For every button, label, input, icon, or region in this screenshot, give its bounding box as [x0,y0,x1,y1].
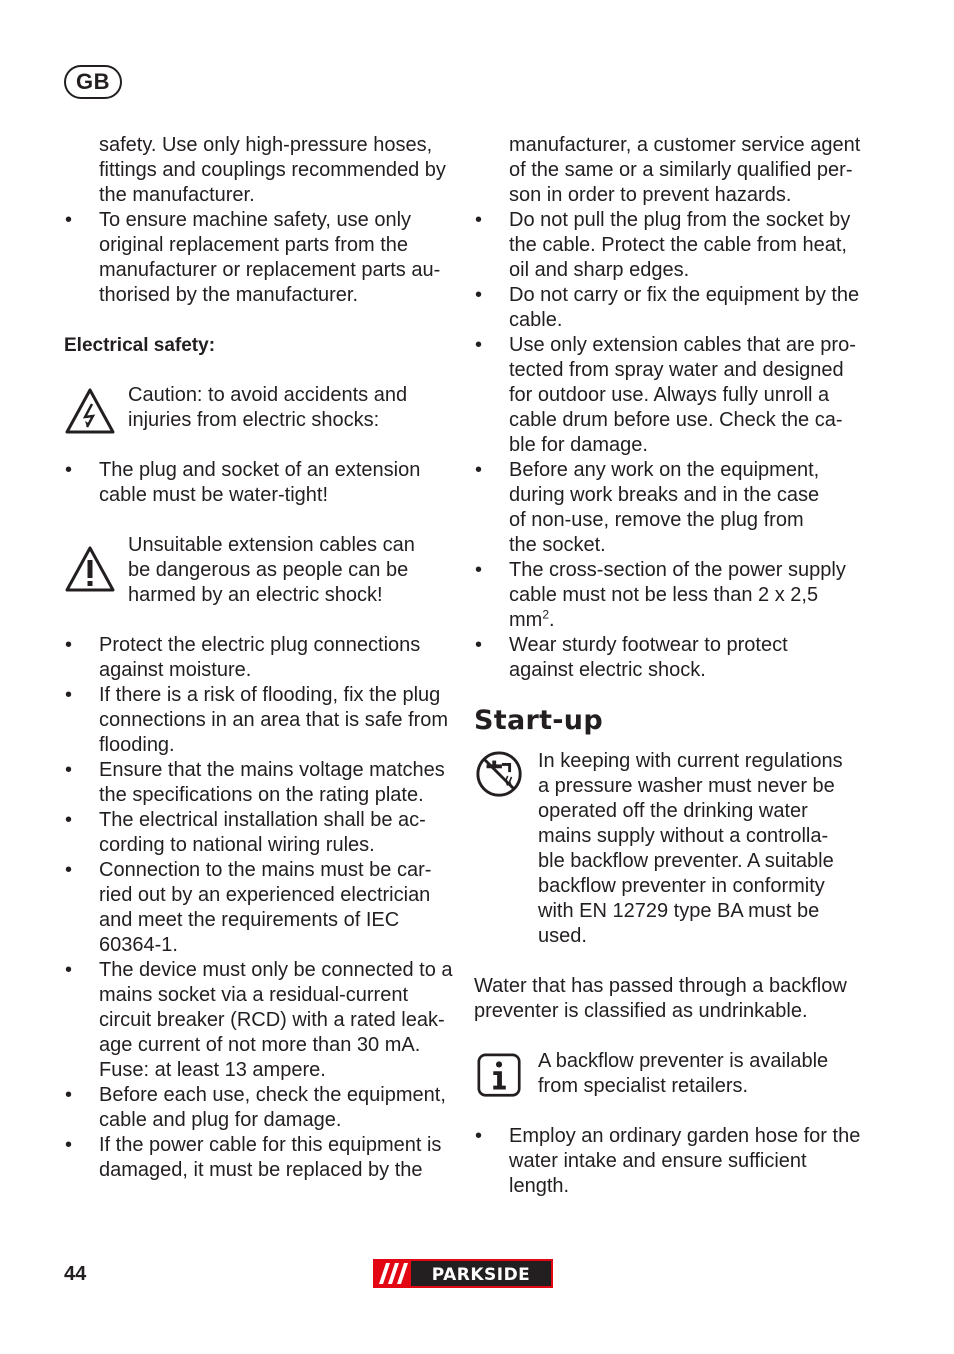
list-item [474,1124,864,1199]
bullet-dot: • [65,1134,73,1156]
bullet-dot: • [475,334,483,356]
bullet-list-replacement [64,208,454,308]
bullet-list-hose [474,1124,864,1199]
list-item [64,633,454,683]
regulation-note-text: In keeping with current regulations a pressure washer must never be operated off the drinking water mains supply without a controlla-ble backflow preventer. A suitable backflow preventer in conformity with EN 12729 type BA must be used. [538,750,843,947]
list-item [64,958,454,1083]
list-item [474,283,864,333]
list-item [64,808,454,858]
list-item [474,458,864,558]
warning-icon [64,545,116,595]
page-number: 44 [64,1263,87,1285]
bullet-dot: • [475,459,483,481]
list-item-text: The electrical installation shall be ac-cording to national wiring rules. [99,809,426,856]
list-item-text: Before any work on the equipment, during work breaks and in the case of non-use, remove the plug from the socket. [509,459,820,556]
list-item [64,683,454,758]
intro-line-3: the manufacturer. [99,184,255,206]
left-column [64,133,454,1183]
list-item [64,458,454,508]
list-item [474,333,864,458]
list-item [474,633,864,683]
list-item [64,758,454,808]
list-item-text: The device must only be connected to a mains socket via a residual-current circuit breaker (RCD) with a rated leak-age current of not more than 30 mA. Fuse: at least 13 ampere. [99,959,453,1081]
electrical-safety-heading: Electrical safety: [64,335,216,356]
info-icon [474,1051,526,1101]
bullet-list-watertight [64,458,454,508]
bullet-dot: • [475,209,483,231]
caution-shock-text: Caution: to avoid accidents and injuries from electric shocks: [128,384,408,431]
list-item [64,858,454,958]
list-item-text: If there is a risk of flooding, fix the plug connections in an area that is safe from flooding. [99,684,449,756]
unsuitable-cables-text: Unsuitable extension cables can be dangerous as people can be harmed by an electric shock! [128,534,415,606]
bullet-list-cable [474,208,864,683]
bullet-dot: • [475,559,483,581]
superscript-2: 2 [542,607,550,622]
list-item-text: Protect the electric plug connections against moisture. [99,634,421,681]
continuation-text: manufacturer, a customer service agent of the same or a similarly qualified per-son in order to prevent hazards. [509,134,861,206]
bullet-dot: • [65,634,73,656]
list-item-text: Connection to the mains must be car-ried out by an experienced electrician and meet the requirements of IEC 60364-1. [99,859,432,956]
list-item [64,208,454,308]
list-item-text: Use only extension cables that are pro-tected from spray water and designed for outdoor use. Always fully unroll a cable drum before use. Check the ca-ble for damage. [509,334,856,456]
caution-shock-block [64,383,454,433]
list-item-text: Do not carry or fix the equipment by the cable. [509,284,860,331]
bullet-dot: • [65,809,73,831]
bullet-dot: • [65,759,73,781]
bullet-dot: • [475,1125,483,1147]
list-item-text: Ensure that the mains voltage matches the specifications on the rating plate. [99,759,445,806]
bullet-dot: • [65,684,73,706]
language-badge: GB [64,65,122,99]
list-item-text: To ensure machine safety, use only original replacement parts from the manufacturer or replacement parts au-thorised by the manufacturer. [99,209,441,306]
right-column [474,133,864,1199]
unsuitable-cables-warning [64,533,454,608]
intro-line-1: safety. Use only high-pressure hoses, [99,134,433,156]
bullet-dot: • [65,459,73,481]
list-item-text: The plug and socket of an extension cable must be water-tight! [99,459,421,506]
list-item-text: Employ an ordinary garden hose for the water intake and ensure sufficient length. [509,1125,861,1197]
bullet-dot: • [65,209,73,231]
list-item-text: The cross-section of the power supply cable must not be less than 2 x 2,5 mm [509,559,846,631]
list-item [64,1083,454,1133]
bullet-list-electrical [64,633,454,1183]
bullet-dot: • [475,284,483,306]
list-item [474,208,864,283]
electric-hazard-icon [64,387,116,437]
water-note-text: Water that has passed through a backflow preventer is classified as undrinkable. [474,975,847,1022]
no-drinking-water-icon [474,750,526,800]
list-item-text: If the power cable for this equipment is damaged, it must be replaced by the [99,1134,442,1181]
bullet-dot: • [475,634,483,656]
bullet-dot: • [65,1084,73,1106]
list-item [64,1133,454,1183]
start-up-heading: Start-up [474,705,603,736]
list-item-text: Wear sturdy footwear to protect against electric shock. [509,634,788,681]
bullet-dot: • [65,959,73,981]
list-item-text: Before each use, check the equipment, cable and plug for damage. [99,1084,446,1131]
info-note-block [474,1049,864,1099]
parkside-logo [373,1259,553,1288]
intro-line-2: fittings and couplings recommended by [99,159,446,181]
period: . [549,609,555,631]
brand-name: PARKSIDE [431,1265,531,1285]
info-note-text: A backflow preventer is available from specialist retailers. [538,1050,829,1097]
list-item-text: Do not pull the plug from the socket by the cable. Protect the cable from heat, oil and sharp edges. [509,209,851,281]
list-item [474,558,864,633]
regulation-note-block [474,749,864,949]
bullet-dot: • [65,859,73,881]
